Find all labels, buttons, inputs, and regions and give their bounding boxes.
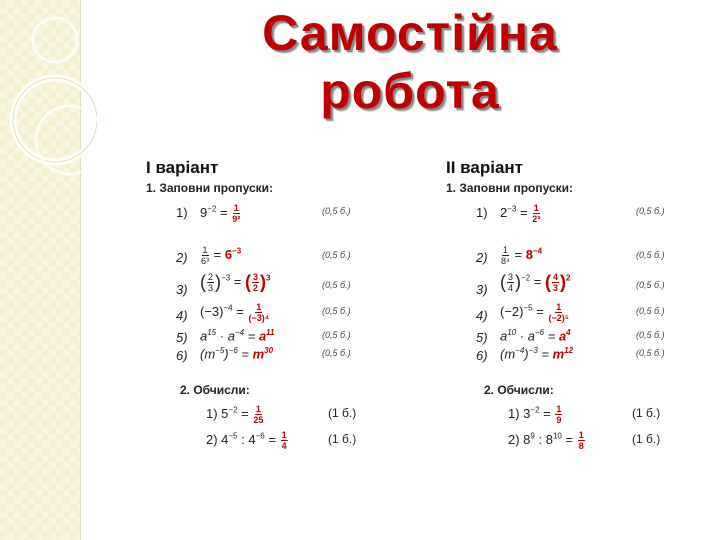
v1-calc2-expr: 2) $4^{-5}$ : $4^{-6}$ = $\frac{1}{4}$ (206, 430, 287, 451)
v2-item1-expr: $2^{-3}$ = $\frac{1}{\text{2³}}$ (500, 203, 541, 224)
v1-item2-points: (0,5 б.) (322, 250, 351, 260)
v1-item6-num: 6) (176, 348, 188, 363)
v1-item3-expr: ( $\frac{2}{3}$ )$^{-3}$ = ( $\frac{3}{2}$ )$^3$ (200, 272, 271, 293)
title-line-2: робота (320, 63, 500, 119)
slide-title (150, 4, 670, 120)
v2-item3-expr: ( $\frac{3}{4}$ )$^{-2}$ = ( $\frac{4}{3}$ )$^2$ (500, 272, 571, 293)
v2-calc1-points: (1 б.) (632, 406, 661, 420)
v1-item6-points: (0,5 б.) (322, 348, 351, 358)
v1-item4-expr: $(-3)^{-4}$ = $\frac{1}{\text{(−3)⁴}}$ (200, 302, 270, 323)
v1-item4-points: (0,5 б.) (322, 306, 351, 316)
v1-item5-num: 5) (176, 330, 188, 345)
v2-item6-num: 6) (476, 348, 488, 363)
title-line-1: Самостійна (262, 5, 558, 61)
v1-item3-num: 3) (176, 282, 188, 297)
v2-item5-num: 5) (476, 330, 488, 345)
v2-calc1-expr: 1) $3^{-2}$ = $\frac{1}{9}$ (508, 404, 562, 425)
variant-1-section-1: 1. Заповни пропуски: (146, 181, 274, 195)
variant-1-heading: I варіант (146, 158, 219, 177)
v2-item6-points: (0,5 б.) (636, 348, 665, 358)
v1-item2-num: 2) (176, 250, 188, 265)
v2-item4-points: (0,5 б.) (636, 306, 665, 316)
v2-item3-num: 3) (476, 282, 488, 297)
v1-calc1-points: (1 б.) (328, 406, 357, 420)
v2-item2-points: (0,5 б.) (636, 250, 665, 260)
variant-2-heading: II варіант (446, 158, 524, 177)
v2-item2-expr: $\frac{1}{\text{8⁴}}$ = $8^{-4}$ (501, 245, 543, 266)
v2-item5-points: (0,5 б.) (636, 330, 665, 340)
v2-item1-points: (0,5 б.) (636, 206, 665, 216)
v1-item1-points: (0,5 б.) (322, 206, 351, 216)
v1-calc1-expr: 1) $5^{-2}$ = $\frac{1}{25}$ (206, 404, 264, 425)
variant-1-section-2: 2. Обчисли: (180, 383, 250, 397)
v2-item4-num: 4) (476, 308, 488, 323)
variant-2-section-2: 2. Обчисли: (484, 383, 554, 397)
v2-item4-expr: $(-2)^{-5}$ = $\frac{1}{\text{(−2)⁵}}$ (500, 302, 569, 323)
variant-2-section-1: 1. Заповни пропуски: (446, 181, 574, 195)
v1-item4-num: 4) (176, 308, 188, 323)
v1-item3-points: (0,5 б.) (322, 280, 351, 290)
v1-item6-expr: $(m^{-5})^{-6} = m^{30}$ (200, 346, 274, 362)
v1-item5-points: (0,5 б.) (322, 330, 351, 340)
v1-item1-expr: $9^{-2}$ = $\frac{1}{\text{9²}}$ (200, 203, 241, 224)
v1-item2-expr: $\frac{1}{\text{6³}}$ = $6^{-3}$ (201, 245, 242, 266)
v2-item2-num: 2) (476, 250, 488, 265)
decorative-circles (0, 0, 120, 200)
v1-item1-num: 1) (176, 205, 188, 220)
v1-item5-expr: $a^{15} \cdot a^{-4} = a^{11}$ (200, 328, 275, 344)
v2-calc2-points: (1 б.) (632, 432, 661, 446)
v1-calc2-points: (1 б.) (328, 432, 357, 446)
v2-calc2-expr: 2) $8^9$ : $8^{10}$ = $\frac{1}{8}$ (508, 430, 584, 451)
v2-item5-expr: $a^{10} \cdot a^{-6} = a^4$ (500, 328, 571, 344)
v2-item6-expr: $(m^{-4})^{-3} = m^{12}$ (500, 346, 574, 362)
v2-item3-points: (0,5 б.) (636, 280, 665, 290)
v2-item1-num: 1) (476, 205, 488, 220)
